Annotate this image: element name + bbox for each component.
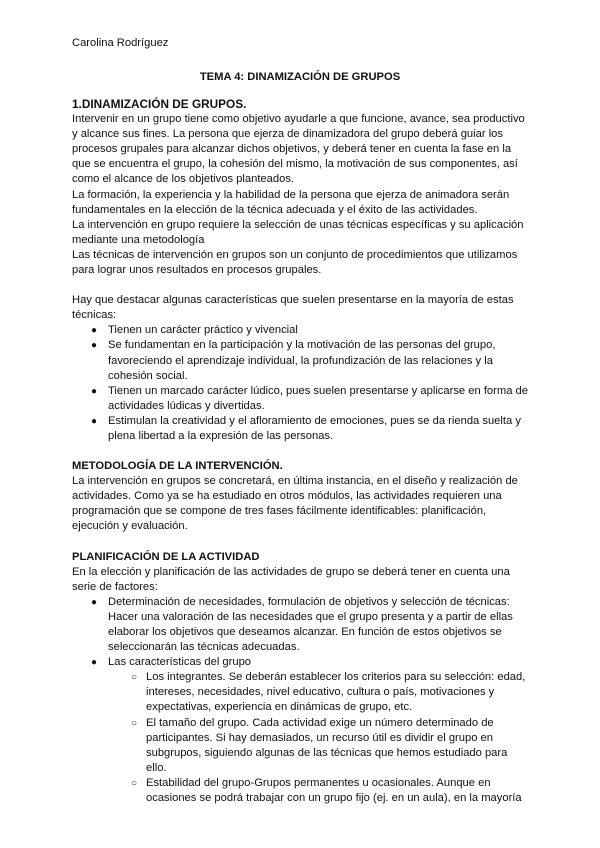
bullet-icon: ●: [90, 325, 98, 337]
spacer: [72, 535, 528, 550]
list-item-text: Estimulan la creatividad y el afloramiento de emociones, pues se da rienda suelta y plena libertad a la expresión de las personas.: [108, 414, 521, 442]
sub-bullet-list-caracteristicas-grupo: [108, 670, 528, 806]
bullet-list-factores: [72, 595, 528, 806]
paragraph: En la elección y planificación de las actividades de grupo se deberá tener en cuenta una serie de factores:: [72, 565, 510, 593]
list-item: [88, 414, 528, 444]
list-item-text: Tienen un carácter práctico y vivencial: [108, 324, 298, 337]
hollow-bullet-icon: ○: [130, 672, 138, 684]
paragraph: La intervención en grupos se concretará, en última instancia, en el diseño y realización de actividades. Como ya se ha estudiado en otros módulos, las actividades requieren una programación que se compone de tres fases fácilmente identificables: planificación, ejecución y evaluación.: [72, 475, 518, 533]
hollow-bullet-icon: ○: [130, 717, 138, 729]
section-heading-dinamizacion: 1.DINAMIZACIÓN DE GRUPOS.: [72, 97, 247, 111]
list-item-text: Las características del grupo: [108, 656, 252, 669]
bullet-icon: ●: [90, 340, 98, 352]
section-heading-planificacion: PLANIFICACIÓN DE LA ACTIVIDAD: [72, 550, 260, 563]
document-body: [72, 97, 528, 806]
sub-list-item-text: Estabilidad del grupo-Grupos permanentes u ocasionales. Aunque en ocasiones se podrá trabajar con un grupo fijo (ej. en un aula), en la mayoría: [146, 776, 522, 805]
spacer: [72, 278, 528, 293]
list-item: [88, 338, 528, 383]
sub-list-item: [128, 776, 528, 806]
paragraph: Hay que destacar algunas características que suelen presentarse en la mayoría de estas técnicas:: [72, 294, 514, 322]
list-item: [88, 323, 528, 338]
paragraph: Intervenir en un grupo tiene como objetivo ayudarle a que funcione, avance, sea productivo y alcance sus fines. La persona que ejerza de dinamizadora del grupo deberá guiar los procesos grupales para alcanzar dichos objetivos, y deberá tener en cuenta la fase en la que se encuentra el grupo, la cohesión del mismo, la motivación de sus componentes, así como el alcance de los objetivos planteados.: [72, 113, 525, 186]
sub-list-item: [128, 670, 528, 715]
list-item: [88, 384, 528, 414]
bullet-list-caracteristicas: [72, 323, 528, 444]
bullet-icon: ●: [90, 596, 98, 608]
bullet-icon: ●: [90, 657, 98, 669]
list-item-text: Determinación de necesidades, formulación de objetivos y selección de técnicas: Hacer una valoración de las necesidades que el grupo presenta y a partir de ellas elaborar los objetivos que deseamos alcanzar. En función de estos objetivos se seleccionarán las técnicas adecuadas.: [108, 595, 513, 654]
paragraph: Las técnicas de intervención en grupos son un conjunto de procedimientos que utilizamos para lograr unos resultados en procesos grupales.: [72, 248, 518, 277]
document-title: TEMA 4: DINAMIZACIÓN DE GRUPOS: [199, 71, 401, 83]
section-heading-metodologia: METODOLOGÍA DE LA INTERVENCIÓN.: [72, 460, 283, 473]
paragraph: La intervención en grupo requiere la selección de unas técnicas específicas y su aplicación mediante una metodología: [72, 218, 524, 246]
bullet-icon: ●: [90, 415, 98, 427]
list-item: [88, 595, 528, 655]
hollow-bullet-icon: ○: [130, 777, 138, 789]
sub-list-item: [128, 716, 528, 776]
list-item-text: Se fundamentan en la participación y la motivación de las personas del grupo, favoreciendo el aprendizaje individual, la profundización de las relaciones y la cohesión social.: [108, 339, 496, 382]
paragraph: La formación, la experiencia y la habilidad de la persona que ejerza de animadora serán fundamentales en la elección de la técnica adecuada y el éxito de las actividades.: [72, 188, 510, 216]
author-name: Carolina Rodríguez: [72, 37, 169, 49]
spacer: [72, 444, 528, 459]
list-item-text: Tienen un marcado carácter lúdico, pues suelen presentarse y aplicarse en forma de actividades lúdicas y divertidas.: [108, 384, 528, 412]
list-item: [88, 655, 528, 806]
sub-list-item-text: Los integrantes. Se deberán establecer los criterios para su selección: edad, intereses, necesidades, nivel educativo, cultura o país, motivaciones y expectativas, experiencia en dinámicas de grupo, etc.: [146, 671, 526, 714]
bullet-icon: ●: [90, 385, 98, 397]
sub-list-item-text: El tamaño del grupo. Cada actividad exige un número determinado de participantes. Si hay demasiados, un recurso útil es dividir el grupo en subgrupos, siguiendo algunas de las técnicas que hemos estudiado para ello.: [146, 716, 508, 774]
